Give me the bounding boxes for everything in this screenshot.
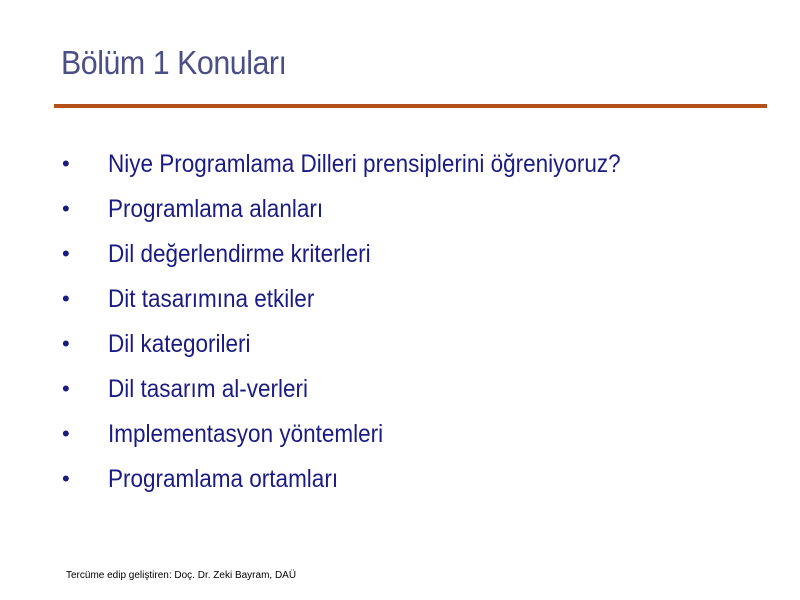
- list-item: [0, 325, 800, 370]
- list-item: [0, 145, 800, 190]
- title-divider: [54, 104, 767, 108]
- footer-credit: Tercüme edip geliştiren: Doç. Dr. Zeki Bayram, DAÜ: [66, 570, 297, 581]
- bullet-icon: •: [62, 466, 70, 491]
- slide-title: Bölüm 1 Konuları: [61, 44, 287, 81]
- list-item-text: Implementasyon yöntemleri: [108, 420, 384, 448]
- list-item-text: Dit tasarımına etkiler: [108, 285, 315, 313]
- bullet-list: [0, 145, 800, 505]
- bullet-icon: •: [62, 286, 70, 311]
- list-item-text: Dil değerlendirme kriterleri: [108, 240, 371, 268]
- list-item: [0, 235, 800, 280]
- list-item-text: Niye Programlama Dilleri prensiplerini öğreniyoruz?: [108, 150, 621, 178]
- bullet-icon: •: [62, 151, 70, 176]
- list-item-text: Dil tasarım al-verleri: [108, 375, 309, 403]
- bullet-icon: •: [62, 241, 70, 266]
- bullet-icon: •: [62, 421, 70, 446]
- bullet-icon: •: [62, 331, 70, 356]
- list-item: [0, 280, 800, 325]
- bullet-icon: •: [62, 376, 70, 401]
- list-item: [0, 460, 800, 505]
- list-item: [0, 415, 800, 460]
- bullet-icon: •: [62, 196, 70, 221]
- list-item-text: Programlama ortamları: [108, 465, 339, 493]
- list-item: [0, 370, 800, 415]
- list-item-text: Programlama alanları: [108, 195, 324, 223]
- list-item-text: Dil kategorileri: [108, 330, 251, 358]
- list-item: [0, 190, 800, 235]
